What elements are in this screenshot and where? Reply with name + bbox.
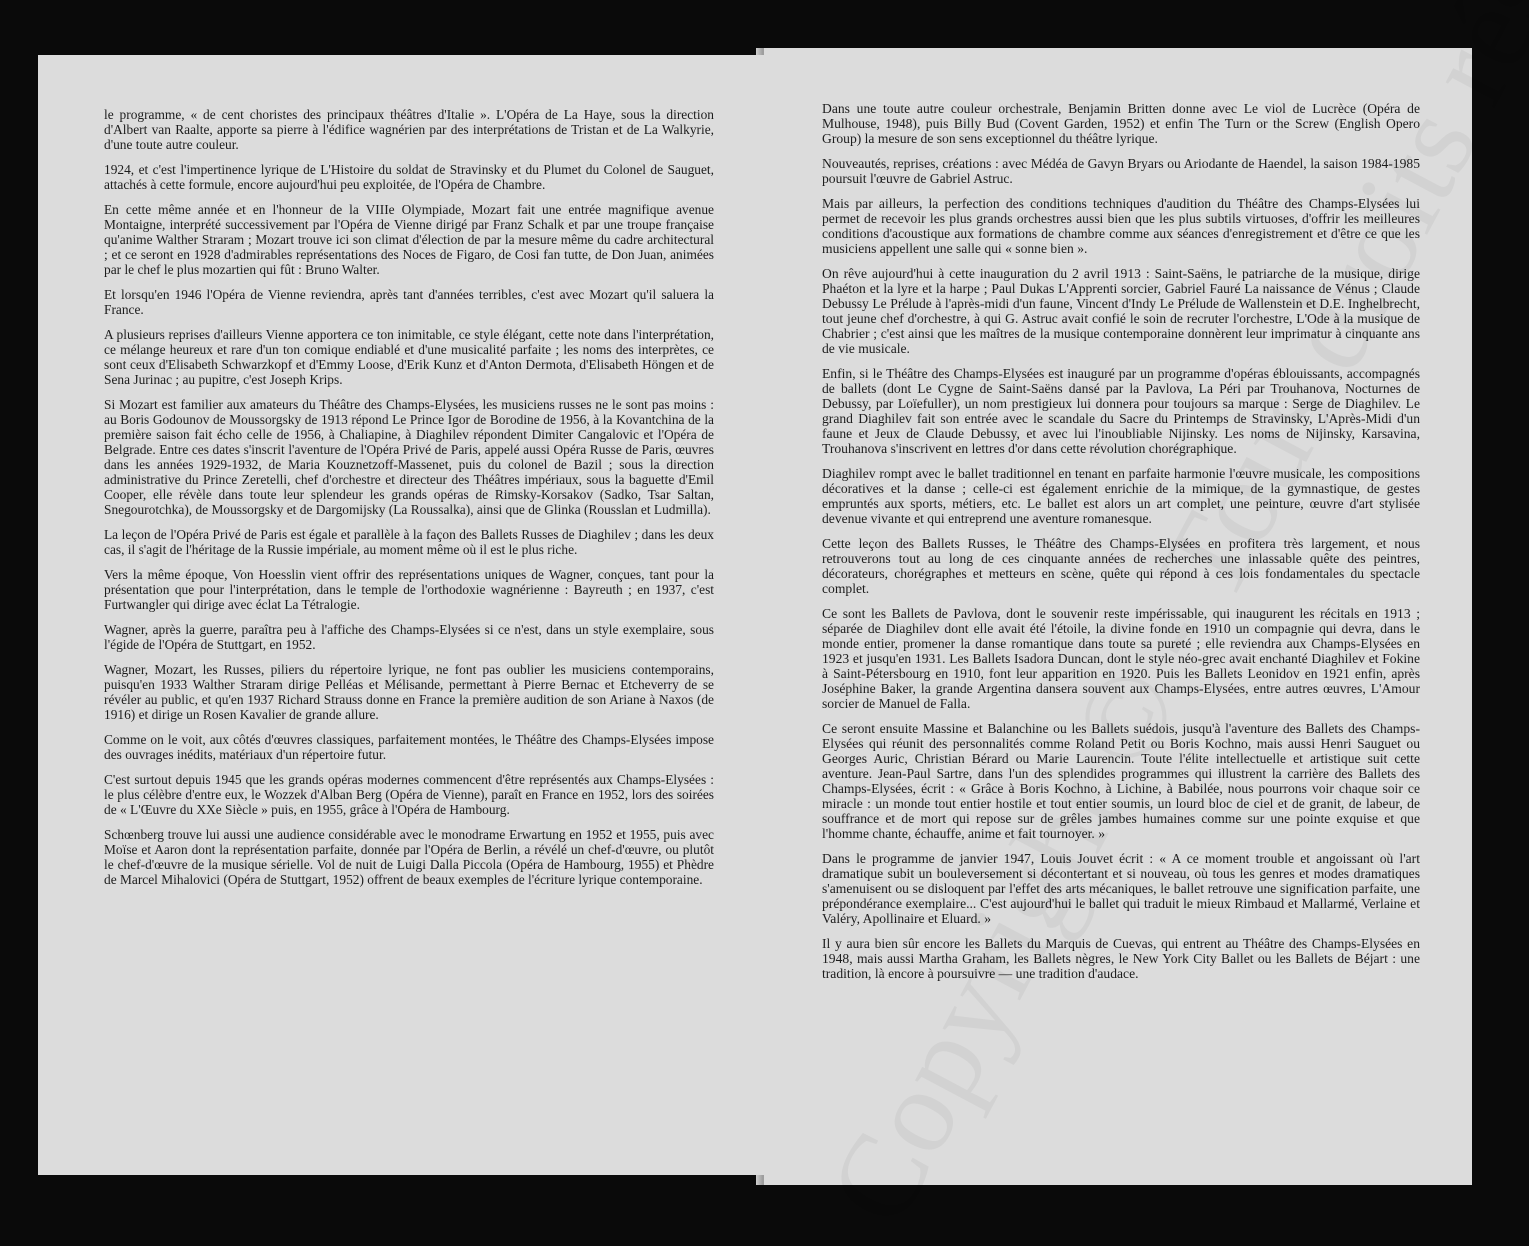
paragraph: Il y aura bien sûr encore les Ballets du Marquis de Cuevas, qui entrent au Théâtre des Champs-Elysées en 1948, mais aussi Martha Graham, les Ballets nègres, le New York City Ballet ou les Ballets de Béjart : une tradition, là encore à poursuivre — une tradition d'audace. bbox=[822, 936, 1420, 981]
paragraph: En cette même année et en l'honneur de la VIIIe Olympiade, Mozart fait une entrée magnifique avenue Montaigne, interprété successivement par l'Opéra de Vienne dirigé par Franz Schalk et par une troupe française qu'anime Walther Straram ; Mozart trouve ici son climat d'élection de par la mesure même du cadre architectural ; et ce seront en 1928 d'admirables représentations des Noces de Figaro, de Cosi fan tutte, de Don Juan, animées par le chef le plus mozartien qui fût : Bruno Walter. bbox=[104, 202, 714, 277]
left-page bbox=[38, 55, 766, 1175]
paragraph: Cette leçon des Ballets Russes, le Théâtre des Champs-Elysées en profitera très largement, et nous retrouverons tout au long de ces cinquante années de recherches une inlassable quête des peintres, décorateurs, chorégraphes et metteurs en scène, quête qui répond à ces lois fondamentales du spectacle complet. bbox=[822, 536, 1420, 596]
paragraph: Ce seront ensuite Massine et Balanchine ou les Ballets suédois, jusqu'à l'aventure des Ballets des Champs-Elysées qui réunit des personnalités comme Roland Petit ou Boris Kochno, mais aussi Henri Sauguet ou Georges Auric, Christian Bérard ou Marie Laurencin. Toute l'élite intellectuelle et artistique suit cette aventure. Jean-Paul Sartre, dans l'un des splendides programmes qui illustrent la carrière des Ballets des Champs-Elysées, écrit : « Grâce à Boris Kochno, à Lichine, à Babilée, nous pourrons voir chaque soir ce miracle : un monde tout entier hostile et tout entier soumis, un lourd bloc de ciel et de granit, de labeur, de souffrance et de mort qui repose sur de grêles jambes humaines comme sur une pointe exquise et que l'homme chante, échauffe, anime et fait tournoyer. » bbox=[822, 721, 1420, 841]
paragraph: Mais par ailleurs, la perfection des conditions techniques d'audition du Théâtre des Champs-Elysées lui permet de recevoir les plus grands orchestres aussi bien que les plus subtils virtuoses, d'offrir les meilleures conditions d'acoustique aux formations de chambre comme aux séances d'enregistrement et d'être ce que les musiciens appellent une salle qui « sonne bien ». bbox=[822, 196, 1420, 256]
paragraph: Schœnberg trouve lui aussi une audience considérable avec le monodrame Erwartung en 1952 et 1955, puis avec Moïse et Aaron dont la représentation parfaite, donnée par l'Opéra de Berlin, a révélé un chef-d'œuvre, ou plutôt le chef-d'œuvre de la musique sérielle. Vol de nuit de Luigi Dalla Piccola (Opéra de Hambourg, 1955) et Phèdre de Marcel Mihalovici (Opéra de Stuttgart, 1952) offrent de beaux exemples de l'écriture lyrique contemporaine. bbox=[104, 827, 714, 887]
paragraph: Dans le programme de janvier 1947, Louis Jouvet écrit : « A ce moment trouble et angoissant où l'art dramatique subit un bouleversement si décontertant et si nouveau, où tous les genres et modes dramatiques s'amenuisent ou se disloquent par l'effet des arts mécaniques, le ballet retrouve une signification parfaite, une prépondérance exemplaire... C'est aujourd'hui le ballet qui traduit le mieux Rimbaud et Mallarmé, Verlaine et Valéry, Apollinaire et Eluard. » bbox=[822, 851, 1420, 926]
paragraph: Dans une toute autre couleur orchestrale, Benjamin Britten donne avec Le viol de Lucrèce (Opéra de Mulhouse, 1948), puis Billy Bud (Covent Garden, 1952) et enfin The Turn or the Screw (English Opero Group) la mesure de son sens exceptionnel du théâtre lyrique. bbox=[822, 101, 1420, 146]
paragraph: Enfin, si le Théâtre des Champs-Elysées est inauguré par un programme d'opéras éblouissants, accompagnés de ballets (dont Le Cygne de Saint-Saëns dansé par la Pavlova, La Péri par Trouhanova, Nocturnes de Debussy, par Loïefuller), un nom prestigieux lui donnera pour toujours sa marque : Serge de Diaghilev. Le grand Diaghilev fait son entrée avec le scandale du Sacre du Printemps de Stravinsky, L'Après-Midi d'un faune et Jeux de Claude Debussy, et avec lui l'inoubliable Nijinsky. Les noms de Nijinsky, Karsavina, Trouhanova s'inscrivent en lettres d'or dans cette révolution chorégraphique. bbox=[822, 366, 1420, 456]
paragraph: C'est surtout depuis 1945 que les grands opéras modernes commencent d'être représentés aux Champs-Elysées : le plus célèbre d'entre eux, le Wozzek d'Alban Berg (Opéra de Vienne), paraît en France en 1952, lors des soirées de « L'Œuvre du XXe Siècle » puis, en 1955, grâce à l'Opéra de Hambourg. bbox=[104, 772, 714, 817]
paragraph: La leçon de l'Opéra Privé de Paris est égale et parallèle à la façon des Ballets Russes de Diaghilev ; dans les deux cas, il s'agit de l'héritage de la Russie impériale, au moment même où il est le plus riche. bbox=[104, 527, 714, 557]
paragraph: Nouveautés, reprises, créations : avec Médéa de Gavyn Bryars ou Ariodante de Haendel, la saison 1984-1985 poursuit l'œuvre de Gabriel Astruc. bbox=[822, 156, 1420, 186]
right-page bbox=[764, 48, 1472, 1185]
paragraph: Wagner, Mozart, les Russes, piliers du répertoire lyrique, ne font pas oublier les musiciens contemporains, puisqu'en 1933 Walther Straram dirige Pelléas et Mélisande, permettant à Pierre Bernac et Etcheverry de se révéler au public, et qu'en 1937 Richard Strauss donne en France la première audition de son Ariane à Naxos (de 1916) et dirige un Rosen Kavalier de grande allure. bbox=[104, 662, 714, 722]
paragraph: Si Mozart est familier aux amateurs du Théâtre des Champs-Elysées, les musiciens russes ne le sont pas moins : au Boris Godounov de Moussorgsky de 1913 répond Le Prince Igor de Borodine de 1956, à la Kovantchina de la première saison fait écho celle de 1956, à Chaliapine, à Diaghilev répondent Dimiter Cangalovic et l'Opéra de Belgrade. Entre ces dates s'inscrit l'aventure de l'Opéra Privé de Paris, appelé aussi Opéra Russe de Paris, œuvres dans les années 1929-1932, de Maria Kouznetzoff-Massenet, puis du colonel de Bazil ; sous la direction administrative du Prince Zeretelli, chef d'orchestre et directeur des Théâtres impériaux, sous la baguette d'Emil Cooper, elle révèle dans toute leur splendeur les grands opéras de Rimsky-Korsakov (Sadko, Tsar Saltan, Snegourotchka), de Moussorgsky et de Dargomijsky (La Roussalka), ainsi que de Glinka (Rousslan et Ludmilla). bbox=[104, 397, 714, 517]
paragraph: A plusieurs reprises d'ailleurs Vienne apportera ce ton inimitable, ce style élégant, cette note dans l'interprétation, ce mélange heureux et rare d'un ton comique endiablé et d'une musicalité parfaite ; les noms des interprètes, ce sont ceux d'Elisabeth Schwarzkopf et d'Emmy Loose, d'Erik Kunz et d'Anton Dermota, d'Elisabeth Höngen et de Sena Jurinac ; au pupitre, c'est Joseph Krips. bbox=[104, 327, 714, 387]
paragraph: le programme, « de cent choristes des principaux théâtres d'Italie ». L'Opéra de La Haye, sous la direction d'Albert van Raalte, apporte sa pierre à l'édifice wagnérien par des interprétations de Tristan et de La Walkyrie, d'une toute autre couleur. bbox=[104, 107, 714, 152]
paragraph: Comme on le voit, aux côtés d'œuvres classiques, parfaitement montées, le Théâtre des Champs-Elysées impose des ouvrages inédits, matériaux d'un répertoire futur. bbox=[104, 732, 714, 762]
paragraph: On rêve aujourd'hui à cette inauguration du 2 avril 1913 : Saint-Saëns, le patriarche de la musique, dirige Phaéton et la lyre et la harpe ; Paul Dukas L'Apprenti sorcier, Gabriel Fauré La naissance de Vénus ; Claude Debussy Le Prélude à l'après-midi d'un faune, Vincent d'Indy Le Prélude de Wallenstein et D.E. Inghelbrecht, tout jeune chef d'orchestre, à qui G. Astruc avait confié le soin de recruter l'orchestre, L'Ode à la musique de Chabrier ; c'est ainsi que les maîtres de la musique contemporaine donnèrent leur imprimatur à cinquante ans de vie musicale. bbox=[822, 266, 1420, 356]
paragraph: Et lorsqu'en 1946 l'Opéra de Vienne reviendra, après tant d'années terribles, c'est avec Mozart qu'il saluera la France. bbox=[104, 287, 714, 317]
paragraph: Ce sont les Ballets de Pavlova, dont le souvenir reste impérissable, qui inaugurent les récitals en 1913 ; séparée de Diaghilev dont elle avait été l'étoile, la divine fonde en 1910 un compagnie qui devra, dans le monde entier, promener la danse romantique dans toute sa pureté ; elle reviendra aux Champs-Elysées en 1923 et jusqu'en 1931. Les Ballets Isadora Duncan, dont le style néo-grec avait enchanté Diaghilev et Fokine à Saint-Pétersbourg en 1910, font leur apparition en 1920. Puis les Ballets Leonidov en 1921 enfin, après Joséphine Baker, la grande Argentina dansera souvent aux Champs-Elysées, entre autres œuvres, L'Amour sorcier de Manuel de Falla. bbox=[822, 606, 1420, 711]
paragraph: Vers la même époque, Von Hoesslin vient offrir des représentations uniques de Wagner, conçues, tant pour la présentation que pour l'interprétation, dans le temple de l'orthodoxie wagnérienne : Bayreuth ; en 1937, c'est Furtwangler qui dirige avec éclat La Tétralogie. bbox=[104, 567, 714, 612]
paragraph: Wagner, après la guerre, paraîtra peu à l'affiche des Champs-Elysées si ce n'est, dans un style exemplaire, sous l'égide de l'Opéra de Stuttgart, en 1952. bbox=[104, 622, 714, 652]
paragraph: 1924, et c'est l'impertinence lyrique de L'Histoire du soldat de Stravinsky et du Plumet du Colonel de Sauguet, attachés à cette formule, encore aujourd'hui peu exploitée, de l'Opéra de Chambre. bbox=[104, 162, 714, 192]
paragraph: Diaghilev rompt avec le ballet traditionnel en tenant en parfaite harmonie l'œuvre musicale, les compositions décoratives et la danse ; celle-ci est également enrichie de la mimique, de la gymnastique, de gestes empruntés aux sports, métiers, etc. Le ballet est alors un art complet, une peinture, œuvre d'art stylisée devenue vivante et qui entreprend une aventure romanesque. bbox=[822, 466, 1420, 526]
